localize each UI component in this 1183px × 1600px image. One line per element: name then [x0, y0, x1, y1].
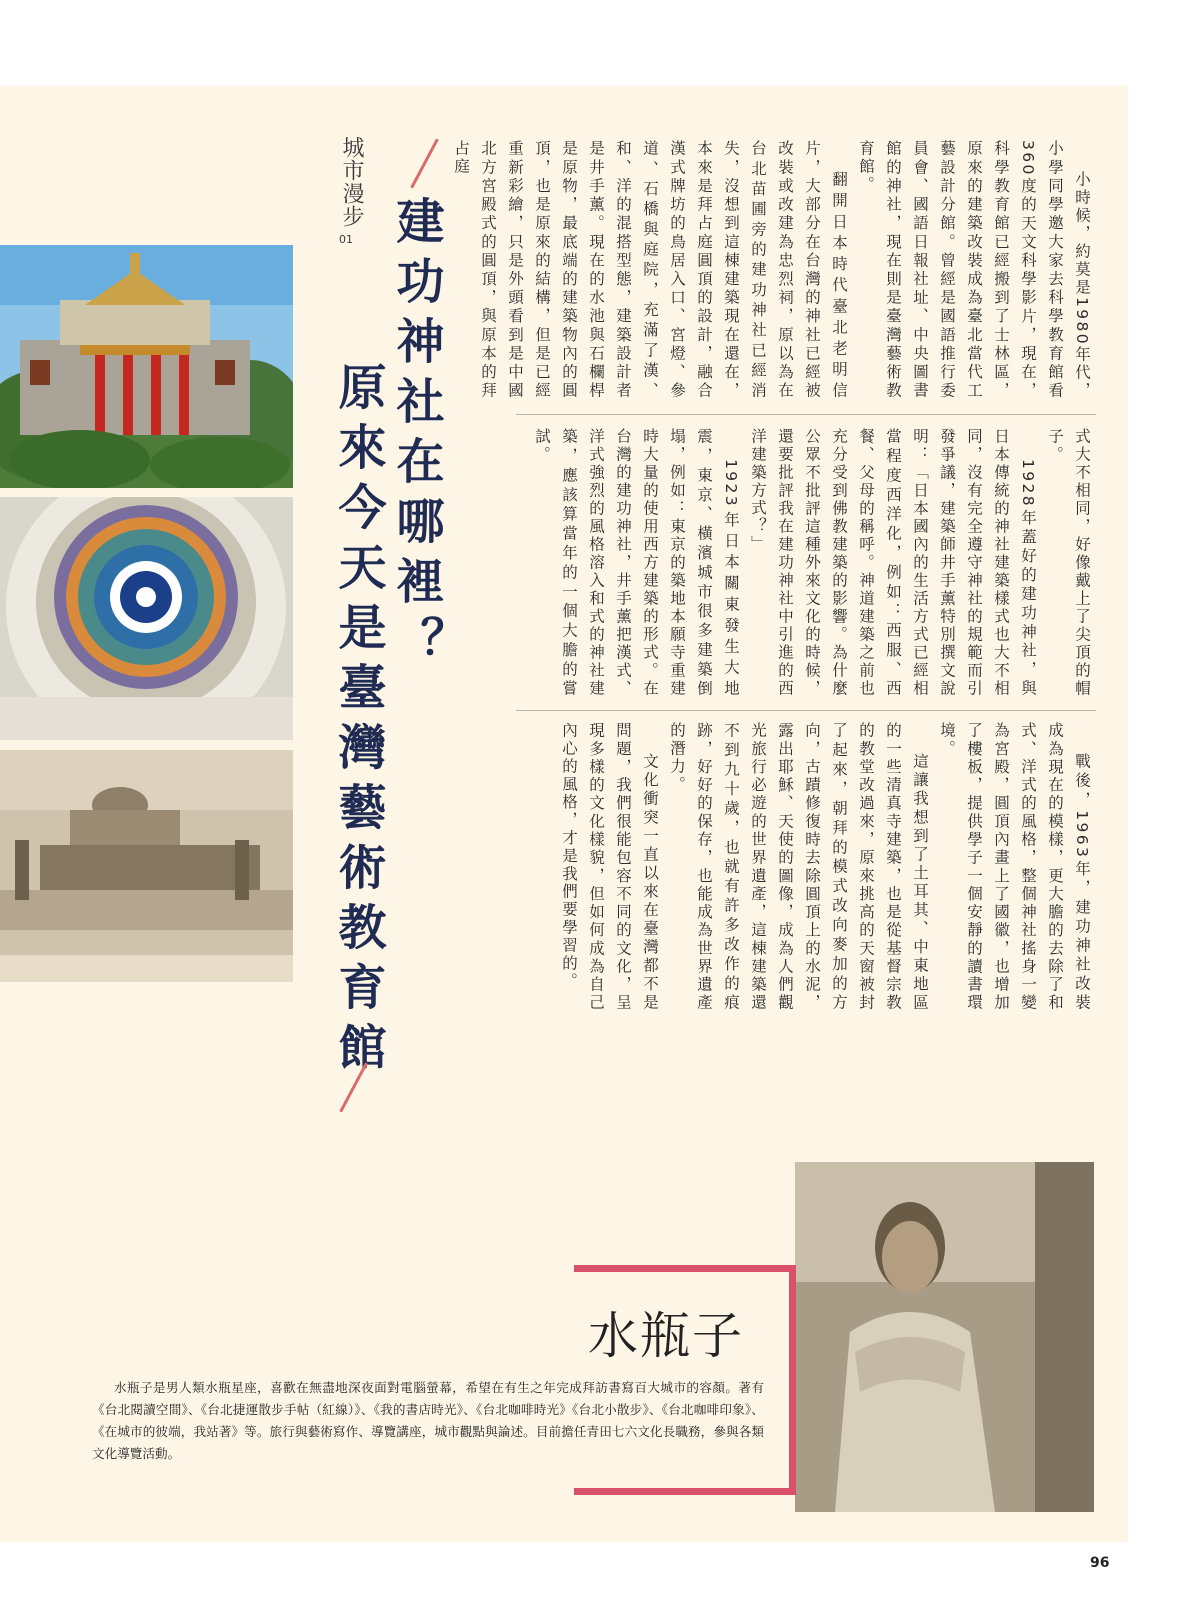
paragraph: 1928年蓋好的建功神社，與日本傳統的神社建築樣式也大不相同，沒有完全遵守神社的規範而引發爭議，建築師井手薰特別撰文說明：「日本國內的生活方式已經相當程度西洋化，例如：西服、西餐、父母的稱呼。神道建築之前也充分受到佛教建築的影響。為什麼公眾不批評這種外來文化的時候，還要批評我在建功神社中引進的西洋建築方式？」: [749, 428, 1037, 698]
body-section-1: [452, 140, 1095, 400]
paragraph: 文化衝突一直以來在臺灣都不是問題，我們很能包容不同的文化，呈現多樣的文化樣貌，但如何成為自己內心的風格，才是我們要學習的。: [560, 722, 659, 1012]
body-section-3: [515, 722, 1095, 1012]
author-bio: 水瓶子是男人類水瓶星座，喜歡在無盡地深夜面對電腦螢幕，希望在有生之年完成拜訪書寫百大城市的容顏。著有《台北閱讀空間》、《台北捷運散步手帖（紅線）》、《我的書店時光》、《台北咖啡時光》《台北小散步》、《台北咖啡印象》、《在城市的彼端，我站著》等。旅行與藝術寫作、導覽講座，城市觀點與論述。目前擔任青田七六文化長職務，參與各類文化導覽活動。: [92, 1380, 764, 1461]
paragraph: 這讓我想到了土耳其、中東地區的一些清真寺建築，也是從基督宗教的教堂改過來，原來挑高的天窗被封了起來，朝拜的模式改向麥加的方向，古蹟修復時去除圓頂上的水泥，露出耶穌、天使的圖像，成為人們觀光旅行必遊的世界遺產，這棟建築還不到九十歲，也就有許多改作的痕跡，好好的保存，也能成為世界遺產的潛力。: [668, 722, 929, 1012]
author-name: 水瓶子: [588, 1307, 744, 1365]
author-photo: [795, 1162, 1094, 1512]
author-frame-right: [789, 1265, 796, 1495]
photo-building-exterior: [0, 245, 293, 488]
title-line-2: 原來今天是臺灣藝術教育館: [330, 362, 386, 1082]
series-number: 01: [339, 233, 353, 246]
photo-dome-interior: [0, 497, 293, 740]
paragraph: 1923年日本關東發生大地震，東京、橫濱城市很多建築倒塌，例如：東京的築地本願寺重建時大量的使用西方建築的形式。在台灣的建功神社，井手薰把漢式、洋式強烈的風格溶入和式的神社建築，應該算當年的一個大膽的嘗試。: [533, 428, 740, 698]
author-frame-bottom: [574, 1488, 796, 1495]
body-section-2: [515, 428, 1095, 698]
photo-old-postcard: [0, 750, 293, 982]
section-divider: [516, 414, 1096, 415]
paragraph: 小時候，約莫是1980年代，小學同學邀大家去科學教育館看360度的天文科學影片，現在，科學教育館已經搬到了士林區，原來的建築改裝成為臺北當代工藝設計分館。曾經是國語推行委員會、國語日報社址、中央圖書館的神社，現在則是臺灣藝術教育館。: [857, 140, 1091, 400]
paragraph: 翻開日本時代臺北老明信片，大部分在台灣的神社已經被改裝或改建為忠烈祠，原以為在台北苗圃旁的建功神社已經消失，沒想到這棟建築現在還在，本來是拜占庭圓頂的設計，融合漢式牌坊的鳥居入口、宮燈、參道、石橋與庭院，充滿了漢、和、洋的混搭型態，建築設計者是井手薰。現在的水池與石欄桿是原物，最底端的建築物內的圓頂，也是原來的結構，但是已經重新彩繪，只是外頭看到是中國北方宮殿式的圓頂，與原本的拜占庭: [452, 140, 848, 400]
title-line-1: 建功神社在哪裡？: [388, 196, 444, 676]
author-frame-top: [574, 1265, 796, 1272]
paragraph: 式大不相同，好像戴上了尖頂的帽子。: [1046, 428, 1091, 698]
paragraph: 戰後，1963年，建功神社改裝成為現在的模樣，更大膽的去除了和式、洋式的風格，整個神社搖身一變為宮殿，圓頂內畫上了國徽，也增加了樓板，提供學子一個安靜的讀書環境。: [938, 722, 1091, 1012]
series-label: 城市漫步: [339, 136, 364, 228]
section-divider: [516, 710, 1096, 711]
page-number: 96: [1090, 1555, 1110, 1571]
